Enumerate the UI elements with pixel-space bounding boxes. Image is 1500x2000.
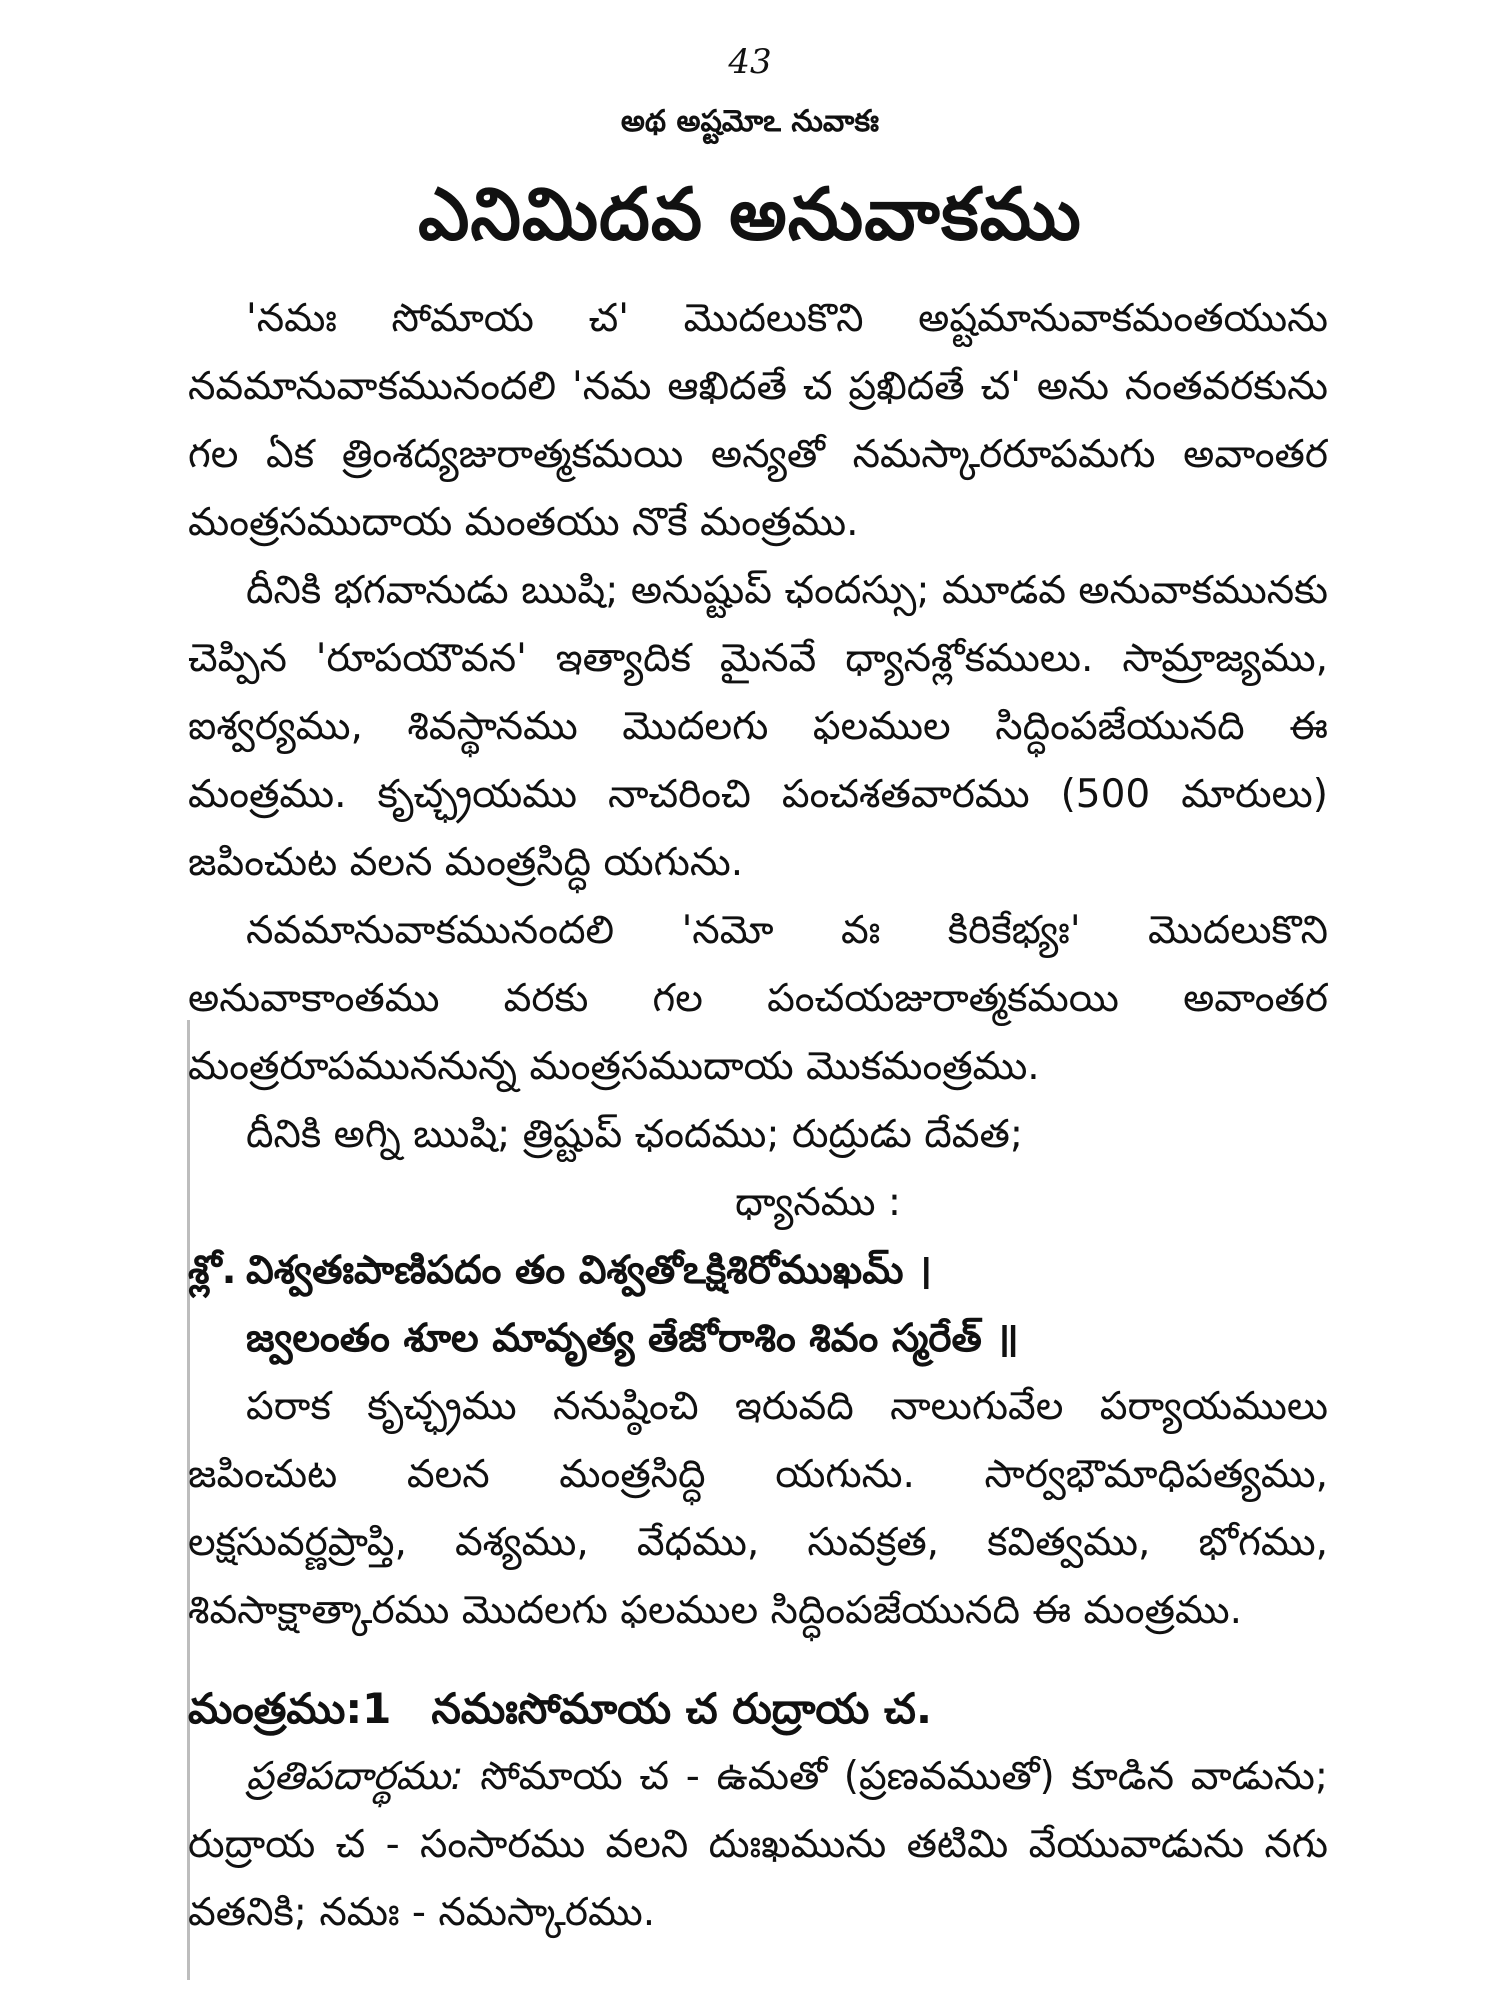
chapter-title: ఎనిమిదవ అనువాకము	[418, 172, 1082, 256]
verse-line-1	[188, 1237, 1328, 1305]
page-number: 43	[728, 42, 772, 82]
sanskrit-heading: అథ అష్టమోఽ నువాకః	[620, 104, 880, 139]
meaning-text: సోమాయ చ - ఉమతో (ప్రణవముతో) కూడిన వాడును; రుద్రాయ చ - సంసారము వలని దుఃఖమును తటిమి వేయువాడును నగు వతనికి; నమః - నమస్కారము.	[188, 1754, 1328, 1935]
meaning-paragraph	[188, 1743, 1328, 1947]
body-text	[188, 285, 1328, 1947]
paragraph-2: దీనికి భగవానుడు ఋషి; అనుష్టుప్ ఛందస్సు; మూడవ అనువాకమునకు చెప్పిన 'రూపయౌవన' ఇత్యాదిక మైనవే ధ్యానశ్లోకములు. సామ్రాజ్యము, ఐశ్వర్యము, శివస్థానము మొదలగు ఫలముల సిద్ధింపజేయునది ఈ మంత్రము. కృచ్ఛ్రయము నాచరించి పంచశతవారము (500 మారులు) జపించుట వలన మంత్రసిద్ధి యగును.	[188, 568, 1328, 885]
mantra-line	[188, 1675, 1328, 1743]
paragraph-after-verse: పరాక కృచ్ఛ్రము ననుష్ఠించి ఇరువది నాలుగువేల పర్యాయములు జపించుట వలన మంత్రసిద్ధి యగును. సార్వభౌమాధిపత్యము, లక్షసువర్ణప్రాప్తి, వశ్యము, వేధము, సువక్రత, కవిత్వము, భోగము, శివసాక్షాత్కారము మొదలగు ఫలముల సిద్ధింపజేయునది ఈ మంత్రము.	[188, 1384, 1328, 1633]
verse-line-2: జ్వలంతం శూల మావృత్య తేజోరాశిం శివం స్మరేత్ ॥	[246, 1316, 1019, 1361]
paragraph-4: దీనికి అగ్ని ఋషి; త్రిష్టుప్ ఛందము; రుద్రుడు దేవత;	[246, 1112, 1023, 1157]
paragraph-1: 'నమః సోమాయ చ' మొదలుకొని అష్టమానువాకమంతయును నవమానువాకమునందలి 'నమ ఆఖిదతే చ ప్రఖిదతే చ' అను నంతవరకును గల ఏక త్రింశద్యజురాత్మకమయి అన్యతో నమస్కారరూపమగు అవాంతర మంత్రసముదాయ మంతయు నొకే మంత్రము.	[188, 296, 1328, 545]
verse-line-1-text: విశ్వతఃపాణిపదం తం విశ్వతోఽక్షిశిరోముఖమ్ ।	[246, 1248, 932, 1293]
paragraph-3: నవమానువాకమునందలి 'నమో వః కిరికేభ్యః' మొదలుకొని అనువాకాంతము వరకు గల పంచయజురాత్మకమయి అవాంతర మంత్రరూపముననున్న మంత్రసముదాయ మొకమంత్రము.	[188, 908, 1328, 1089]
dhyana-label: ధ్యానము :	[734, 1180, 902, 1225]
spacer	[188, 1645, 1328, 1675]
meaning-label: ప్రతిపదార్థము:	[246, 1754, 464, 1799]
verse-tag: శ్లో.	[188, 1248, 237, 1293]
mantra-label: మంత్రము:1	[188, 1684, 392, 1733]
mantra-text: నమఃసోమాయ చ రుద్రాయ చ.	[431, 1684, 932, 1733]
